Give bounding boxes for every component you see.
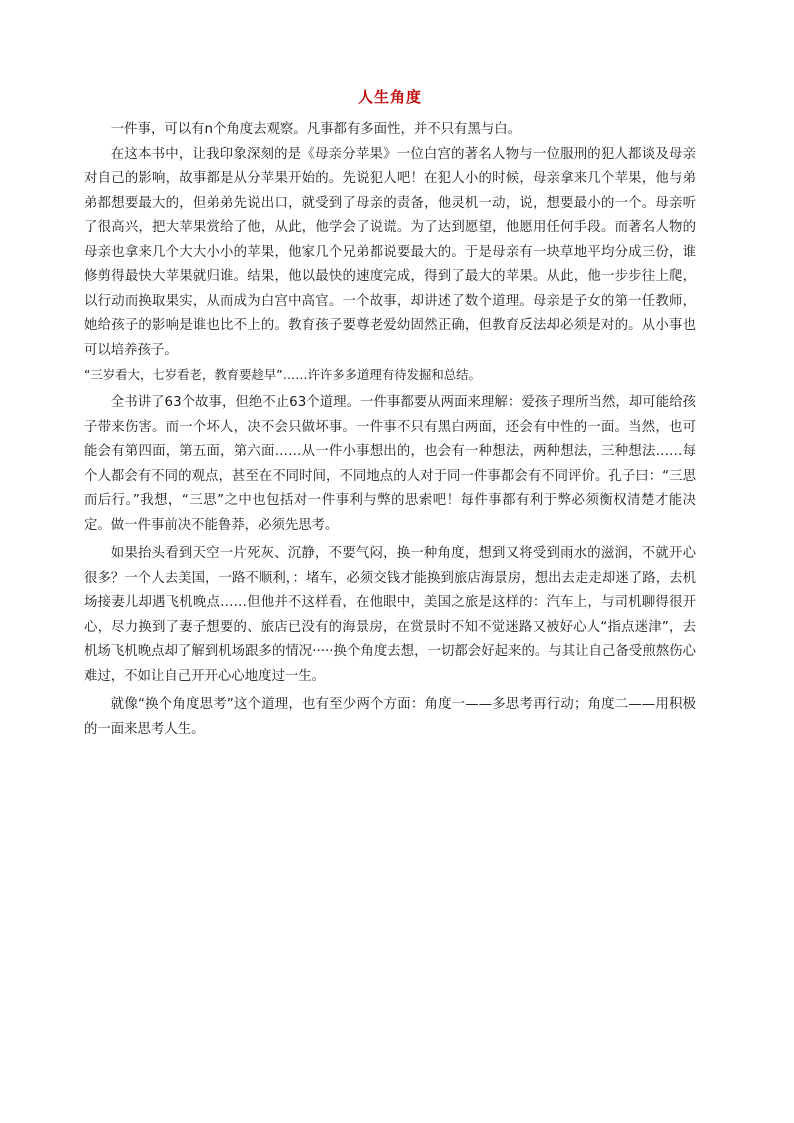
paragraph-63-stories: 全书讲了63个故事，但绝不止63个道理。一件事都要从两面来理解：爱孩子理所当然，却可能给孩子带来伤害。而一个坏人，决不会只做坏事。一件事不只有黑白两面，还会有中性的一面。当然，也可能会有第四面，第五面，第六面……从一件小事想出的，也会有一种想法，两种想法，三种想法……每个人都会有不同的观点，甚至在不同时间，不同地点的人对于同一件事都会有不同评价。孔子曰：“三思而后行。”我想，“三思”之中也包括对一件事利与弊的思索吧！每件事都有利于弊必须衡权清楚才能决定。做一件事前决不能鲁莽，必须先思考。 xyxy=(84,395,696,533)
paragraph-intro: 一件事，可以有n个角度去观察。凡事都有多面性，并不只有黑与白。 xyxy=(110,122,522,137)
document-title: 人生角度 xyxy=(357,88,422,106)
paragraph-change-angle: 如果抬头看到天空一片死灰、沉静，不要气闷，换一种角度，想到又将受到雨水的滋润，不就开心很多？一个人去美国，一路不顺利，：堵车，必须交钱才能换到旅店海景房，想出去走走却迷了路，去机场接妻儿却遇飞机晚点……但他并不这样看，在他眼中，美国之旅是这样的：汽车上，与司机聊得很开心，尽力换到了妻子想要的、旅店已没有的海景房，在赏景时不知不觉迷路又被好心人“指点迷津”，去机场飞机晚点却了解到机场跟多的情况·····换个角度去想，一切都会好起来的。与其让自己备受煎熬伤心难过，不如让自己开开心心地度过一生。 xyxy=(84,546,696,684)
paragraph-apple-story: 在这本书中，让我印象深刻的是《母亲分苹果》一位白宫的著名人物与一位服刑的犯人都谈及母亲对自己的影响，故事都是从分苹果开始的。先说犯人吧！在犯人小的时候，母亲拿来几个苹果，他与弟弟都想要最大的，但弟弟先说出口，就受到了母亲的责备，他灵机一动，说，想要最小的一个。母亲听了很高兴，把大苹果赏给了他，从此，他学会了说谎。为了达到愿望，他愿用任何手段。而著名人物的母亲也拿来几个大大小小的苹果，他家几个兄弟都说要最大的。于是母亲有一块草地平均分成三份，谁修剪得最快大苹果就归谁。结果，他以最快的速度完成，得到了最大的苹果。从此，他一步步往上爬，以行动而换取果实，从而成为白宫中高官。一个故事，却讲述了数个道理。母亲是子女的第一任教师，她给孩子的影响是谁也比不上的。教育孩子要尊老爱幼固然正确，但教育反法却必须是对的。从小事也可以培养孩子。 xyxy=(84,146,696,358)
paragraph-proverb: “三岁看大，七岁看老，教育要趁早”……许许多多道理有待发掘和总结。 xyxy=(84,367,481,382)
paragraph-conclusion: 就像“换个角度思考”这个道理，也有至少两个方面：角度一——多思考再行动；角度二——用积极的一面来思考人生。 xyxy=(84,697,696,737)
